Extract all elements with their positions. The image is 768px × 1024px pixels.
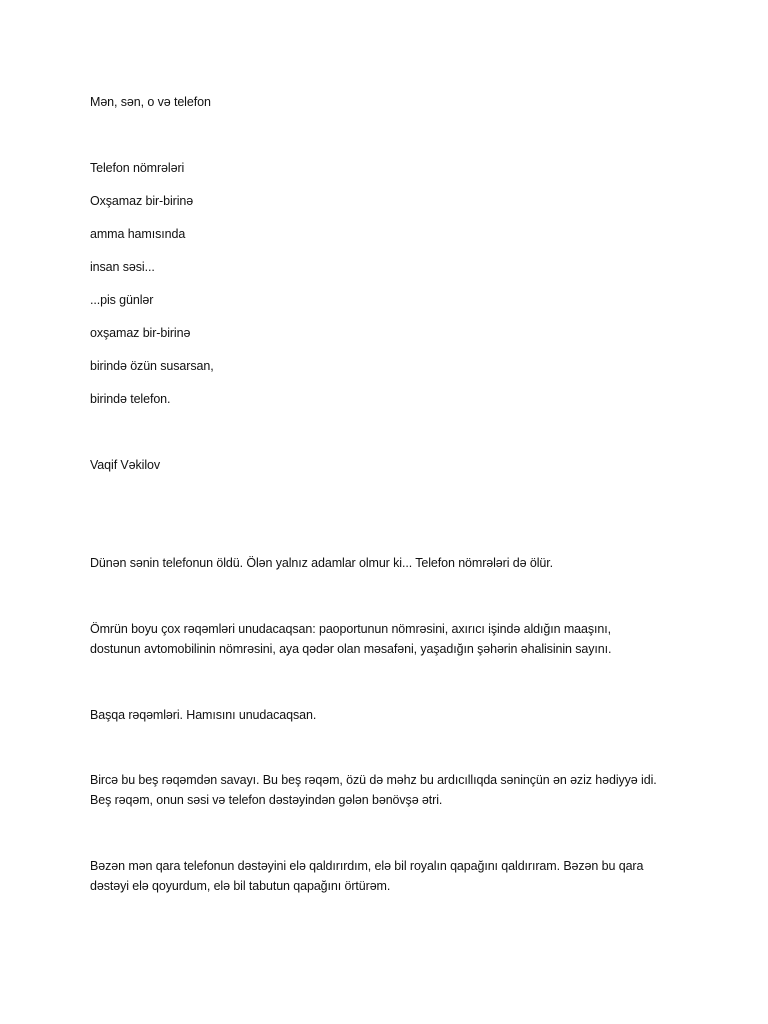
paragraph-line: Beş rəqəm, onun səsi və telefon dəstəyindən gələn bənövşə ətri.: [90, 793, 443, 807]
poem-line: Telefon nömrələri: [90, 161, 185, 175]
paragraph-line: dostunun avtomobilinin nömrəsini, aya qədər olan məsafəni, yaşadığın şəhərin əhalisinin sayını.: [90, 642, 612, 656]
paragraph-line: Ömrün boyu çox rəqəmləri unudacaqsan: paoportunun nömrəsini, axırıcı işində aldığın maaşını,: [90, 622, 611, 636]
poem-author: Vaqif Vəkilov: [90, 458, 161, 472]
poem-line: birində telefon.: [90, 392, 171, 406]
paragraph: [90, 705, 680, 725]
paragraph-line: dəstəyi elə qoyurdum, elə bil tabutun qapağını örtürəm.: [90, 879, 391, 893]
document-title: Mən, sən, o və telefon: [90, 95, 211, 109]
poem-line: birində özün susarsan,: [90, 359, 214, 373]
paragraph-line: Bəzən mən qara telefonun dəstəyini elə qaldırırdım, elə bil royalın qapağını qaldırıram. Bəzən bu qara: [90, 859, 644, 873]
poem-line: ...pis günlər: [90, 293, 154, 307]
poem-line: oxşamaz bir-birinə: [90, 326, 191, 340]
poem-line: Oxşamaz bir-birinə: [90, 194, 194, 208]
paragraph-line: Dünən sənin telefonun öldü. Ölən yalnız adamlar olmur ki... Telefon nömrələri də ölür.: [90, 556, 553, 570]
paragraph-line: Başqa rəqəmləri. Hamısını unudacaqsan.: [90, 708, 317, 722]
document-page: [90, 0, 690, 1024]
poem-line: amma hamısında: [90, 227, 186, 241]
paragraph-line: Bircə bu beş rəqəmdən savayı. Bu beş rəqəm, özü də məhz bu ardıcıllıqda səninçün ən əziz hədiyyə idi.: [90, 773, 657, 787]
paragraph: [90, 770, 680, 810]
paragraph: [90, 856, 680, 896]
paragraph: [90, 553, 680, 573]
paragraph: [90, 619, 680, 659]
poem-line: insan səsi...: [90, 260, 155, 274]
